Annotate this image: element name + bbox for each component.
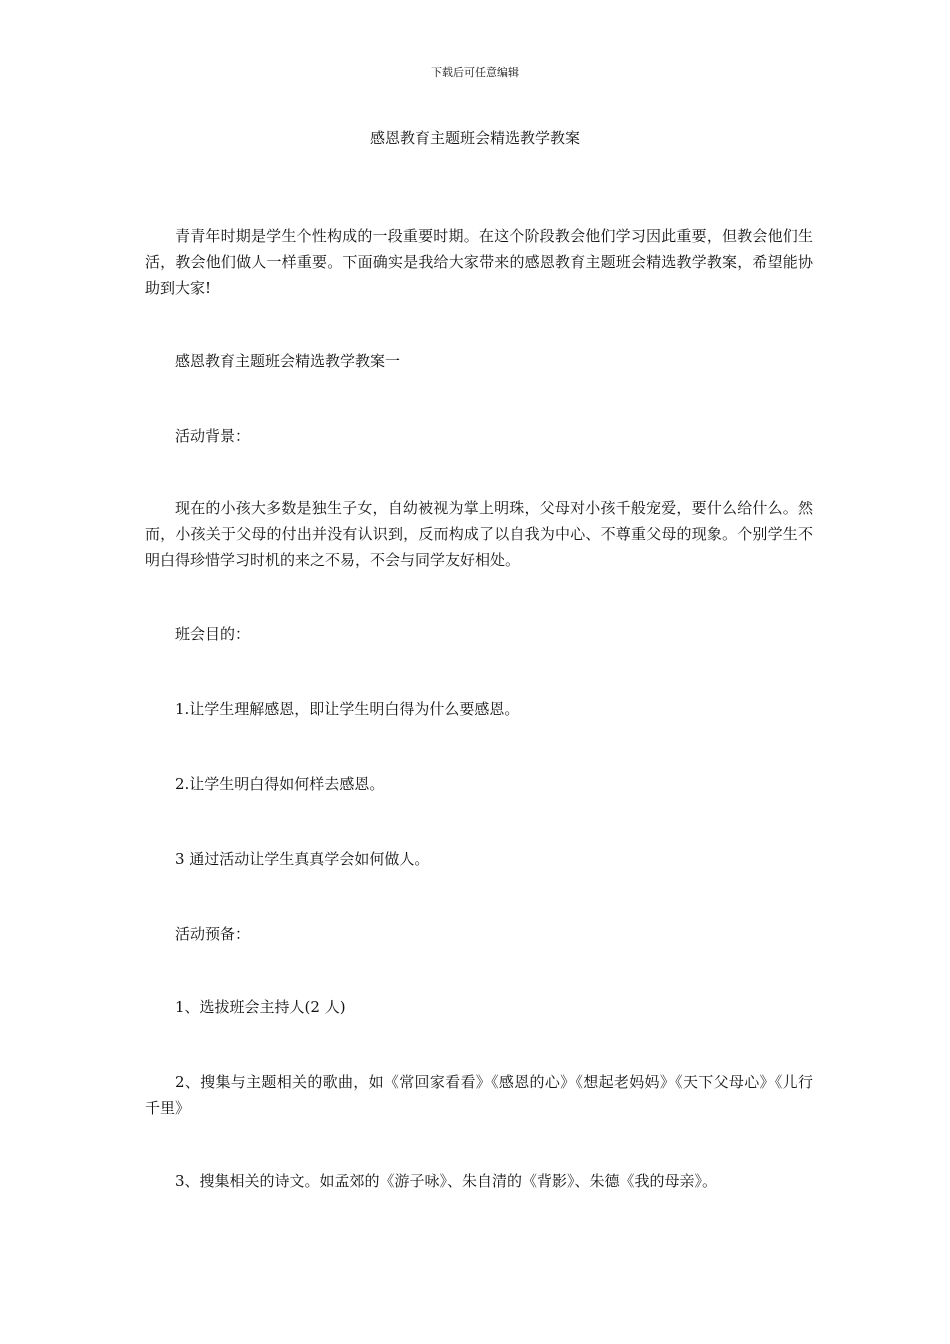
paragraph-intro: [145, 223, 813, 301]
paragraph-text: 1、选拔班会主持人(2 人): [175, 998, 346, 1016]
paragraph-background: [145, 495, 813, 573]
paragraph-text: 3 通过活动让学生真真学会如何做人。: [175, 850, 430, 868]
list-item-goal-1: [145, 696, 813, 722]
list-item-goal-3: [145, 846, 813, 872]
list-item-prep-3: [145, 1168, 813, 1194]
paragraph-text: 3、搜集相关的诗文。如孟郊的《游子咏》、朱自清的《背影》、朱德《我的母亲》。: [175, 1172, 718, 1190]
paragraph-text: 活动预备：: [175, 925, 251, 943]
section-heading-preparation: [145, 921, 813, 947]
section-heading-background: [145, 423, 813, 449]
document-title: 感恩教育主题班会精选教学教案: [369, 129, 580, 147]
page-header-note: 下载后可任意编辑: [431, 66, 519, 79]
paragraph-text: 青青年时期是学生个性构成的一段重要时期。在这个阶段教会他们学习因此重要，但教会他们生活，教会他们做人一样重要。下面确实是我给大家带来的感恩教育主题班会精选教学教案，希望能协助到大家!: [145, 227, 813, 297]
paragraph-text: 2.让学生明白得如何样去感恩。: [175, 775, 385, 793]
paragraph-text: 班会目的：: [175, 625, 251, 643]
list-item-goal-2: [145, 771, 813, 797]
section-heading-goals: [145, 621, 813, 647]
list-item-prep-2: [145, 1069, 813, 1121]
list-item-prep-1: [145, 994, 813, 1020]
paragraph-text: 2、搜集与主题相关的歌曲，如《常回家看看》《感恩的心》《想起老妈妈》《天下父母心》《儿行千里》: [145, 1073, 813, 1117]
paragraph-text: 1.让学生理解感恩，即让学生明白得为什么要感恩。: [175, 700, 520, 718]
section-heading-lesson-one: [145, 348, 813, 374]
paragraph-text: 感恩教育主题班会精选教学教案一: [175, 352, 401, 370]
paragraph-text: 活动背景：: [175, 427, 251, 445]
paragraph-text: 现在的小孩大多数是独生子女，自幼被视为掌上明珠，父母对小孩千般宠爱，要什么给什么。然而，小孩关于父母的付出并没有认识到，反而构成了以自我为中心、不尊重父母的现象。个别学生不明白得珍惜学习时机的来之不易，不会与同学友好相处。: [145, 499, 813, 569]
